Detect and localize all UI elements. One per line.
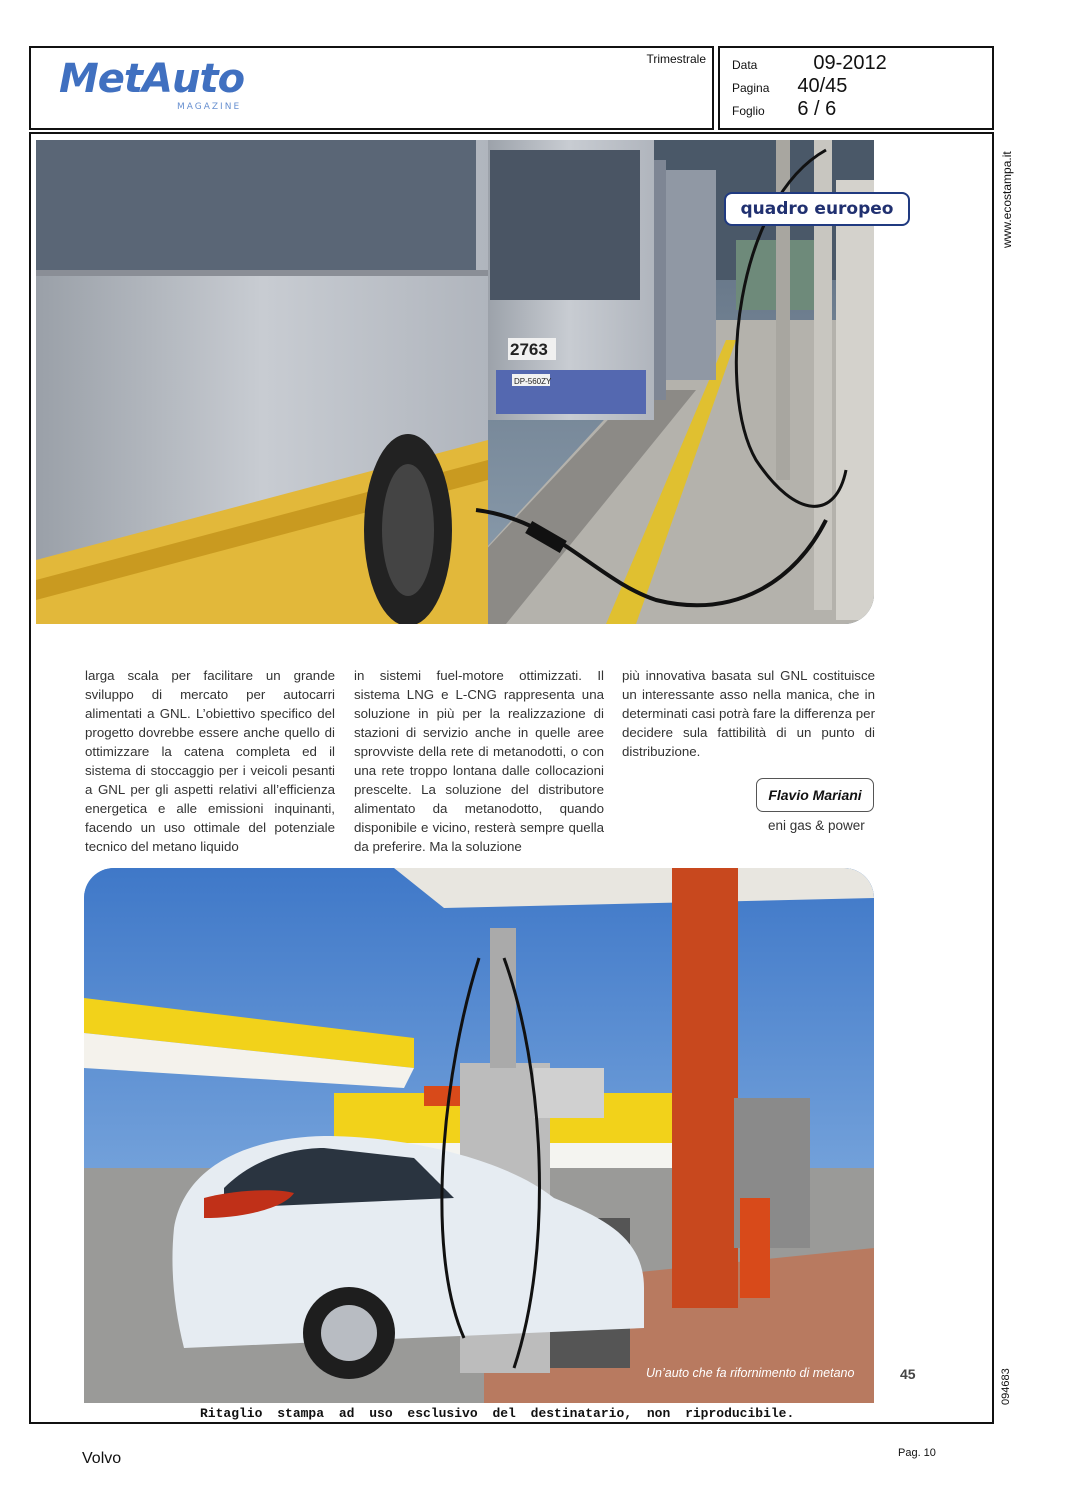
section-badge: quadro europeo: [724, 192, 910, 226]
side-code: 094683: [1000, 1368, 1012, 1405]
meta-sheet-value: 6 / 6: [797, 98, 837, 120]
logo-subtitle: MAGAZINE: [177, 102, 242, 112]
meta-date: [732, 52, 887, 75]
photo-caption: Un’auto che fa rifornimento di metano: [646, 1366, 855, 1380]
meta-date-label: Data: [732, 58, 758, 72]
author-affiliation: eni gas & power: [768, 818, 865, 833]
meta-page: [732, 75, 847, 98]
header-metadata: [718, 46, 994, 130]
footer-page: Pag. 10: [898, 1447, 936, 1459]
photo-car-refuelling: [84, 868, 874, 1403]
clipping-notice: Ritaglio stampa ad uso esclusivo del destinatario, non riproducibile.: [200, 1406, 795, 1421]
header-masthead: [29, 46, 714, 130]
meta-page-value: 40/45: [797, 75, 848, 97]
logo-text: MetAuto: [59, 56, 245, 102]
meta-sheet: [732, 98, 836, 121]
bus-number: 2763: [510, 340, 548, 359]
footer-source: Volvo: [82, 1450, 122, 1467]
article-column-1: larga scala per facilitare un grande sviluppo di mercato per autocarri alimentati a GNL. L’obiettivo specifico del progetto dovrebbe essere anche quello di ottimizzare la catena completa ed il sistema di stoccaggio per i veicoli pesanti a GNL per gli aspetti relativi all’efficienza energetica e alle emissioni inquinanti, facendo un uso ottimale del potenziale tecnico del metano liquido: [85, 668, 335, 854]
meta-sheet-label: Foglio: [732, 104, 765, 118]
meta-page-label: Pagina: [732, 81, 770, 95]
author-name: Flavio Mariani: [756, 778, 874, 812]
article-column-3: più innovativa basata sul GNL costituisce un interessante asso nella manica, che in determinati casi potrà fare la differenza per decidere sula fattibilità di un punto di distribuzione.: [622, 668, 875, 759]
metauto-logo: [59, 56, 249, 118]
bus-plate: DP-560ZY: [514, 377, 552, 386]
meta-date-value: 09-2012: [813, 52, 887, 74]
car-station-illustration: [84, 868, 874, 1403]
side-url: www.ecostampa.it: [1000, 151, 1014, 248]
periodicity: Trimestrale: [646, 52, 706, 66]
article-column-2: in sistemi fuel-motore ottimizzati. Il sistema LNG e L-CNG rappresenta una soluzione in più per la realizzazione di stazioni di servizio anche in quelle aree sprovviste della rete di metanodotti, o con una rete troppo lontana dalle collocazioni prescelte. La soluzione del distributore alimentato da metanodotto, quando disponibile e vicino, resterà sempre quella da preferire. Ma la soluzione: [354, 668, 604, 854]
page-number: 45: [900, 1366, 916, 1382]
